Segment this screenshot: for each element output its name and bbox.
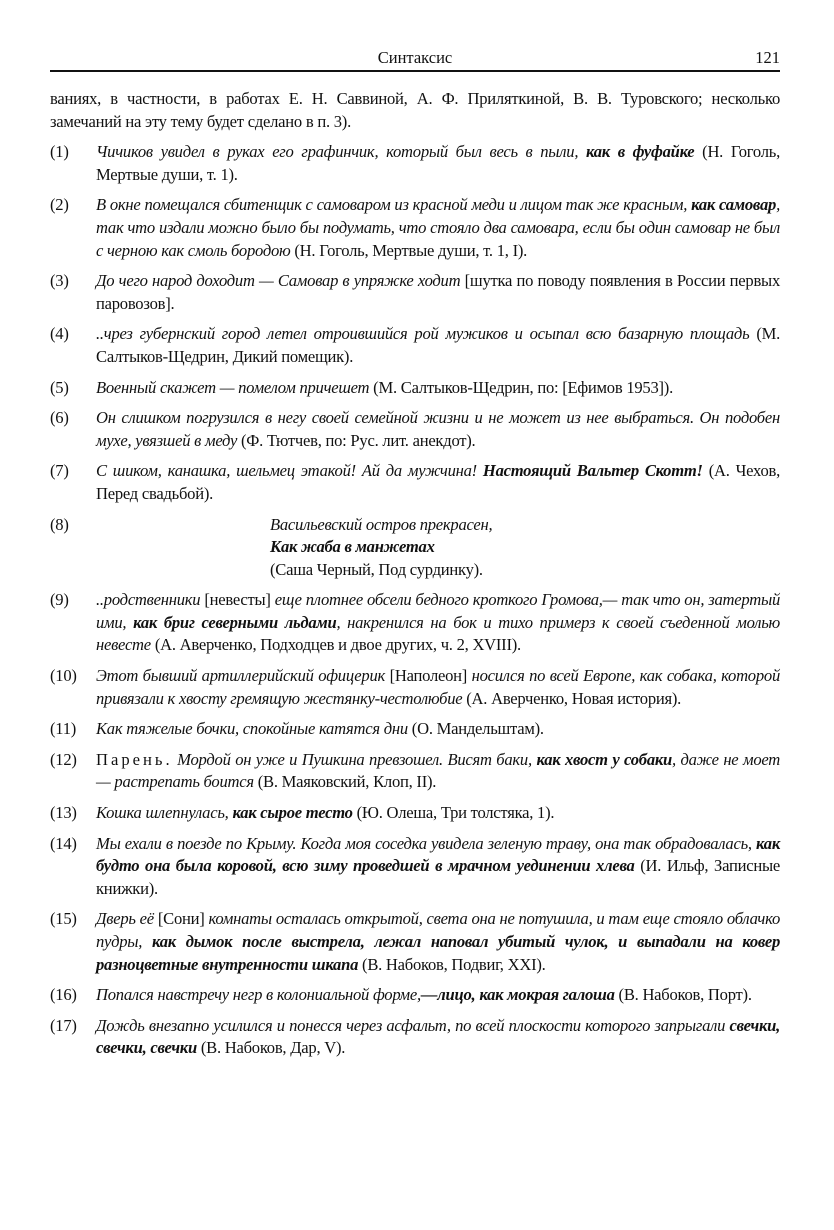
quote-text: , даже не моет — растрепать боится (96, 749, 781, 792)
example-text (96, 407, 780, 452)
example-text (96, 460, 780, 505)
quote-text: Чичиков увидел в руках его графинчик, который был весь в пыли, (96, 142, 586, 162)
example-item (50, 718, 780, 741)
quote-text: Дверь её (96, 909, 154, 929)
example-item (50, 589, 780, 657)
example-item (50, 802, 780, 825)
source-citation: (Саша Черный, Под сурдинку). (270, 559, 483, 579)
example-number: (2) (50, 195, 69, 215)
quote-text: Кошка шлепнулась, (96, 803, 233, 823)
source-citation: (М. Салтыков-Щедрин, Дикий помещик). (96, 324, 781, 366)
example-item (50, 323, 780, 368)
source-citation: (Н. Гоголь, Мертвые души, т. 1, I). (290, 240, 528, 260)
quote-text: Дождь внезапно усилился и понесся через асфальт, по всей плоскости которого запрыгали (96, 1015, 730, 1035)
source-citation: (Ф. Тютчев, по: Рус. лит. анекдот). (237, 430, 476, 450)
example-text (96, 749, 780, 794)
example-text (96, 833, 780, 901)
quote-text: Военный скажет — помелом причешет (96, 377, 370, 397)
source-citation: (В. Набоков, Порт). (614, 985, 752, 1005)
example-item (50, 833, 780, 901)
example-number: (12) (50, 749, 77, 769)
source-citation: [Сони] (153, 909, 209, 929)
highlighted-comparison: как дымок после выстрела, лежал наповал убитый чулок, и выпадали на ковер разноцветные внутренности шкапа (96, 932, 780, 974)
source-citation: (В. Набоков, Дар, V). (196, 1038, 346, 1058)
example-number: (3) (50, 271, 69, 291)
example-number: (4) (50, 324, 69, 344)
source-citation: (М. Салтыков-Щедрин, по: [Ефимов 1953]). (369, 377, 673, 397)
example-text (96, 377, 780, 400)
poem-line: Васильевский остров прекрасен, (270, 514, 493, 534)
intro-paragraph: ваниях, в частности, в работах Е. Н. Саввиной, А. Ф. Приляткиной, В. В. Туровского; несколько замечаний на эту тему будет сделано в п. 3). (50, 89, 780, 131)
quote-text: Мы ехали в поезде по Крыму. Когда моя соседка увидела зеленую траву, она так обрадовалась, (96, 833, 757, 853)
highlighted-comparison: Настоящий Вальтер Скотт! (482, 461, 703, 481)
highlighted-comparison: свечки, свечки, свечки (96, 1015, 780, 1058)
quote-text: Как тяжелые бочки, спокойные катятся дни (96, 719, 408, 739)
page-number: 121 (755, 48, 780, 67)
highlighted-comparison: как в фуфайке (586, 142, 695, 162)
poem-quote (96, 514, 780, 582)
example-item (50, 665, 780, 710)
example-text (96, 718, 780, 741)
example-number: (8) (50, 514, 69, 534)
quote-text: носился по всей Европе, как собака, которой привязали к хвосту гремящую жестянку-честолюбие (96, 666, 780, 708)
source-citation: (А. Чехов, Перед свадьбой). (96, 461, 780, 503)
source-citation: [Наполеон] (385, 666, 472, 686)
quote-text: Мордой он уже и Пушкина превзошел. Висят баки, (172, 749, 537, 769)
source-citation: (И. Ильф, Записные книжки). (96, 856, 780, 898)
source-citation: [шутка по поводу появления в России первых паровозов]. (96, 271, 780, 313)
quote-text: Этот бывший артиллерийский офицерик (96, 666, 386, 686)
example-text (96, 141, 780, 186)
quote-text: В окне помещался сбитенщик с самоваром из красной меди и лицом так же красным, (96, 195, 692, 215)
highlighted-comparison: как бриг северными льдами (133, 612, 337, 632)
example-number: (16) (50, 985, 77, 1005)
quote-text: комнаты осталась открытой, света она не потушила, и там еще стояло облачко пудры, (96, 909, 780, 951)
example-text (96, 984, 780, 1007)
source-citation: (Н. Гоголь, Мертвые души, т. 1). (96, 142, 780, 184)
source-citation: (А. Аверченко, Подходцев и двое других, ч. 2, XVIII). (150, 635, 521, 655)
example-number: (11) (50, 719, 77, 739)
running-header (50, 46, 780, 72)
example-number: (5) (50, 377, 69, 397)
example-text (96, 802, 780, 825)
quote-text: Парень. (96, 749, 173, 769)
example-item (50, 749, 780, 794)
example-text (96, 1015, 780, 1060)
highlighted-comparison: как хвост у собаки (536, 749, 673, 769)
example-item (50, 194, 780, 262)
highlighted-comparison: —лицо, как мокрая галоша (420, 985, 615, 1005)
source-citation: (А. Аверченко, Новая история). (462, 688, 682, 708)
example-number: (10) (50, 666, 77, 686)
quote-text: Попался навстречу негр в колониальной форме, (96, 985, 421, 1005)
highlighted-comparison: Как жаба в манжетах (270, 537, 435, 557)
quote-text: Он слишком погрузился в негу своей семейной жизни и не может из нее выбраться. Он подобен мухе, увязшей в меду (96, 408, 780, 450)
quote-text: ..чрез губернский город летел отроившийся рой мужиков и осыпал всю базарную площадь (96, 324, 750, 344)
highlighted-comparison: как самовар (691, 195, 777, 215)
highlighted-comparison: как будто она была коровой, всю зиму проведшей в мрачном уединении хлева (96, 833, 780, 876)
source-citation: (В. Маяковский, Клоп, II). (253, 772, 437, 792)
quote-text: еще плотнее обсели бедного кроткого Громова,— так что он, затертый ими, (96, 590, 780, 632)
example-text (96, 270, 780, 315)
source-citation: (Ю. Олеша, Три толстяка, 1). (352, 803, 555, 823)
example-item (50, 1015, 780, 1060)
example-item (50, 377, 780, 400)
example-item (50, 460, 780, 505)
example-number: (17) (50, 1015, 77, 1035)
example-item (50, 141, 780, 186)
example-item (50, 270, 780, 315)
example-number: (14) (50, 833, 77, 853)
example-item (50, 908, 780, 976)
example-text (96, 665, 780, 710)
example-number: (6) (50, 408, 69, 428)
quote-text: До чего народ доходит — Самовар в упряжке ходит (96, 271, 461, 291)
page-body (50, 88, 780, 1068)
examples-list (50, 141, 780, 1060)
example-text (96, 589, 780, 657)
source-citation: (В. Набоков, Подвиг, XXI). (358, 954, 546, 974)
example-number: (13) (50, 803, 77, 823)
example-item (50, 984, 780, 1007)
example-item (50, 407, 780, 452)
example-number: (15) (50, 909, 77, 929)
example-text (96, 908, 780, 976)
example-number: (7) (50, 461, 69, 481)
quote-text: , накренился на бок и тихо примерз к своей съеденной молью невесте (96, 612, 780, 655)
highlighted-comparison: как сырое тесто (232, 803, 353, 823)
example-text (96, 194, 780, 262)
running-title: Синтаксис (377, 48, 453, 67)
quote-text: ..родственники (96, 590, 201, 610)
source-citation: [невесты] (200, 590, 275, 610)
example-item (50, 514, 780, 582)
example-number: (9) (50, 590, 69, 610)
source-citation: (О. Мандельштам). (407, 719, 544, 739)
example-text (96, 323, 780, 368)
example-number: (1) (50, 142, 69, 162)
quote-text: С шиком, канашка, шельмец этакой! Ай да мужчина! (96, 461, 483, 481)
quote-text: , так что издали можно было бы подумать, что стояло два самовара, если бы один самовар не был с черною как смоль бородою (96, 195, 780, 260)
